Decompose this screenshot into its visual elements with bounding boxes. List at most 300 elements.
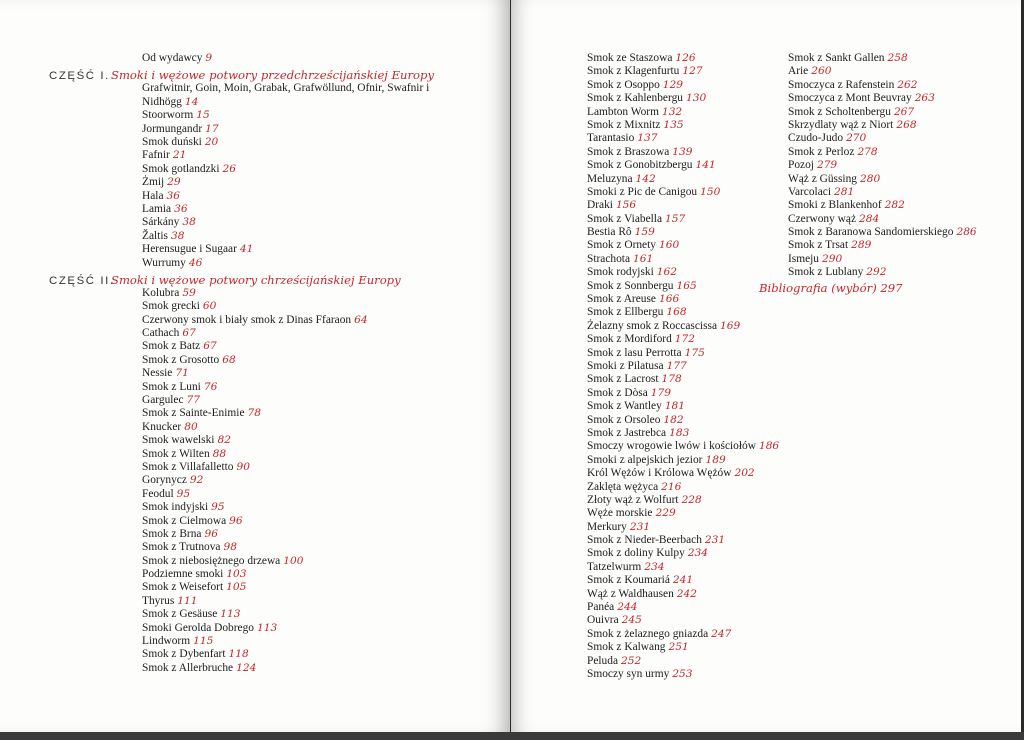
entry-title: Ismeju xyxy=(788,252,820,265)
entry-page: 186 xyxy=(758,440,780,453)
entry-page: 96 xyxy=(204,527,218,540)
entry-title: Smok z żelaznego gniazda xyxy=(587,627,709,640)
entry-title: Smok z Ornety xyxy=(587,239,656,252)
entry-page: 88 xyxy=(212,447,227,460)
entry-page: 9 xyxy=(205,52,213,64)
entry-title: Smok z Weisefort xyxy=(142,581,224,594)
entry-title: Smok z Viabella xyxy=(587,212,663,225)
entry-page: 159 xyxy=(634,226,655,239)
entry-title: Czerwony smok i biały smok z Dinas Ffaraon xyxy=(142,313,352,326)
toc-entry xyxy=(142,257,527,270)
entry-title: Hala xyxy=(142,189,164,202)
toc-entry xyxy=(587,547,779,560)
toc-entry xyxy=(587,173,779,186)
entry-title: Smok z Trsat xyxy=(788,239,849,252)
entry-title: Od wydawcy xyxy=(142,52,203,64)
toc-entry xyxy=(142,381,527,394)
toc-entry xyxy=(142,581,527,594)
entry-title: Ouivra xyxy=(587,614,619,627)
entry-page: 38 xyxy=(182,216,196,229)
entry-page: 21 xyxy=(172,149,187,162)
entry-title: Merkury xyxy=(587,520,627,533)
entry-title: Gorynycz xyxy=(142,474,187,487)
entry-page: 253 xyxy=(672,667,693,680)
entry-page: 68 xyxy=(222,353,236,366)
entry-title: Smok z Trutnova xyxy=(142,541,221,554)
entry-title: Smoczyca z Mont Beuvray xyxy=(788,92,912,105)
toc-entry xyxy=(587,146,779,159)
toc-entry xyxy=(587,655,779,668)
part-1-title: Smoki i wężowe potwory przedchrześcijańskiej Europy xyxy=(111,68,435,83)
entry-page: 124 xyxy=(236,661,257,674)
toc-entry xyxy=(142,541,527,554)
part-2-title: Smoki i wężowe potwory chrześcijańskiej Europy xyxy=(111,272,401,287)
entry-title: Smok gotlandzki xyxy=(142,162,220,175)
entry-title: Herensugue i Sugaar xyxy=(142,243,237,256)
toc-entry xyxy=(788,132,977,145)
toc-entry xyxy=(142,354,527,367)
toc-entry xyxy=(587,641,779,654)
entry-page: 183 xyxy=(669,426,690,439)
toc-entry xyxy=(587,414,779,427)
toc-entry xyxy=(142,314,527,327)
toc-entry xyxy=(142,327,527,340)
entry-page: 178 xyxy=(661,373,682,386)
entry-title: Kolubra xyxy=(142,286,180,299)
toc-entry xyxy=(142,555,527,568)
toc-entry xyxy=(142,123,527,136)
entry-page: 247 xyxy=(711,627,732,640)
toc-entry xyxy=(587,239,779,252)
entry-title: Smok z Sonnbergu xyxy=(587,279,674,292)
entry-page: 263 xyxy=(914,92,935,105)
entry-page: 105 xyxy=(226,581,247,594)
toc-entry xyxy=(587,373,779,386)
entry-page: 29 xyxy=(167,176,181,189)
entry-title: Smok z Osoppo xyxy=(587,78,660,91)
entry-title: Smok z Klagenfurtu xyxy=(587,65,680,78)
entry-title: Smok z Dòsa xyxy=(587,386,648,399)
entry-title: Žaltis xyxy=(142,229,168,242)
part-1-label: CZĘŚĆ I. xyxy=(49,70,110,83)
entry-title: Czudo-Judo xyxy=(788,132,844,145)
entry-page: 113 xyxy=(257,621,278,634)
entry-page: 60 xyxy=(202,300,217,313)
toc-entry xyxy=(587,467,779,480)
toc-entry xyxy=(788,65,977,78)
entry-title: Smok z Orsoleo xyxy=(587,413,661,426)
entry-page: 161 xyxy=(633,252,654,265)
entry-title: Podziemne smoki xyxy=(142,568,224,581)
entry-page: 177 xyxy=(666,359,687,372)
toc-entry xyxy=(142,190,527,203)
toc-entry xyxy=(788,199,977,212)
entry-title: Wąż z Güssing xyxy=(788,172,857,185)
entry-title: Smoki z Pilatusa xyxy=(587,359,664,372)
entry-page: 137 xyxy=(637,132,658,145)
entry-title: Smok z Lacrost xyxy=(587,373,659,386)
entry-page: 95 xyxy=(211,501,225,514)
entry-page: 234 xyxy=(644,560,665,573)
entry-page: 59 xyxy=(182,286,196,299)
entry-page: 20 xyxy=(204,135,219,148)
entry-title: Smok z Sankt Gallen xyxy=(788,52,885,64)
toc-entry xyxy=(142,340,527,353)
entry-page: 279 xyxy=(816,159,838,172)
toc-entry xyxy=(142,648,527,661)
entry-page: 165 xyxy=(676,279,697,292)
entry-page: 126 xyxy=(675,52,696,64)
entry-page: 286 xyxy=(956,226,977,239)
entry-page: 166 xyxy=(658,293,680,306)
entry-title: Smok z Baranowa Sandomierskiego xyxy=(788,226,954,239)
toc-entry xyxy=(587,226,779,239)
entry-title: Smok z Ellbergu xyxy=(587,306,664,319)
entry-page: 179 xyxy=(650,386,671,399)
toc-entry xyxy=(788,173,977,186)
entry-page: 234 xyxy=(687,547,709,560)
toc-entry xyxy=(587,333,779,346)
entry-title: Lambton Worm xyxy=(587,105,659,118)
entry-page: 251 xyxy=(668,641,689,654)
entry-page: 252 xyxy=(621,654,642,667)
entry-page: 162 xyxy=(656,266,678,279)
toc-entry xyxy=(788,186,977,199)
toc-entry xyxy=(587,601,779,614)
entry-page: 260 xyxy=(811,65,832,78)
entry-title: Smok duński xyxy=(142,135,202,148)
left-page xyxy=(0,0,510,732)
entry-title: Węże morskie xyxy=(587,507,653,520)
entry-page: 292 xyxy=(866,266,887,279)
part-2-heading xyxy=(49,270,434,287)
entry-page: 92 xyxy=(189,474,204,487)
entry-title: Tatzelwurm xyxy=(587,560,642,573)
entry-page: 280 xyxy=(859,172,881,185)
entry-page: 270 xyxy=(846,132,867,145)
entry-page: 157 xyxy=(665,212,686,225)
toc-entry xyxy=(788,226,977,239)
entry-title: Thyrus xyxy=(142,594,175,607)
toc-entry xyxy=(587,132,779,145)
toc-entry xyxy=(142,163,527,176)
toc-entry xyxy=(788,253,977,266)
entry-page: 281 xyxy=(834,185,855,198)
toc-entry xyxy=(142,488,527,501)
right-toc-column-2 xyxy=(759,52,977,297)
toc-entry xyxy=(142,136,527,149)
entry-title: Smok z Dybenfart xyxy=(142,648,226,661)
entry-page: 14 xyxy=(184,95,199,108)
toc-entry xyxy=(587,427,779,440)
right-col-2-entries xyxy=(788,52,977,280)
entry-title: Smoki z alpejskich jezior xyxy=(587,453,703,466)
entry-title: Smok z Brna xyxy=(142,527,202,540)
entry-title: Wurrumy xyxy=(142,256,186,269)
toc-entry xyxy=(587,106,779,119)
toc-entry xyxy=(788,266,977,279)
entry-title: Cathach xyxy=(142,327,180,340)
entry-page: 36 xyxy=(174,202,188,215)
entry-page: 175 xyxy=(684,346,705,359)
entry-page: 284 xyxy=(859,212,880,225)
toc-entry xyxy=(142,216,527,229)
toc-entry xyxy=(142,109,527,122)
entry-page: 241 xyxy=(672,574,694,587)
toc-entry xyxy=(142,461,527,474)
entry-title: Smok z Grosotto xyxy=(142,353,220,366)
entry-page: 245 xyxy=(621,614,642,627)
toc-entry xyxy=(587,494,779,507)
entry-page: 150 xyxy=(700,185,721,198)
toc-entry xyxy=(587,588,779,601)
entry-page: 41 xyxy=(239,243,254,256)
entry-page: 258 xyxy=(887,52,908,64)
toc-entry xyxy=(142,367,527,380)
entry-title: Nessie xyxy=(142,367,173,380)
entry-page: 15 xyxy=(196,109,210,122)
entry-title: Smok grecki xyxy=(142,300,200,313)
entry-page: 67 xyxy=(203,340,217,353)
entry-title: Smok rodyjski xyxy=(587,266,654,279)
entry-page: 132 xyxy=(661,105,683,118)
entry-page: 36 xyxy=(166,189,180,202)
entry-title: Arie xyxy=(788,65,809,78)
entry-title: Smok indyjski xyxy=(142,501,209,514)
entry-title: Król Wężów i Królowa Wężów xyxy=(587,467,732,480)
entry-page: 96 xyxy=(229,514,243,527)
toc-entry xyxy=(142,203,527,216)
toc-entry xyxy=(142,394,527,407)
entry-page: 17 xyxy=(205,122,219,135)
page-bottom-edge xyxy=(0,732,1024,740)
entry-page: 141 xyxy=(695,159,716,172)
toc-entry xyxy=(788,106,977,119)
entry-page: 64 xyxy=(354,313,368,326)
toc-entry xyxy=(142,568,527,581)
entry-title: Strachota xyxy=(587,252,631,265)
toc-entry xyxy=(788,92,977,105)
entry-page: 181 xyxy=(664,400,686,413)
entry-title: Smok z Cielmowa xyxy=(142,514,227,527)
entry-title: Smoki z Pic de Canigou xyxy=(587,185,698,198)
entry-title: Smok z Villafalletto xyxy=(142,460,234,473)
entry-title: Smok z Braszowa xyxy=(587,145,670,158)
entry-title: Bestia Rô xyxy=(587,226,632,239)
entry-title: Fafnir xyxy=(142,149,170,162)
right-page xyxy=(511,0,1021,732)
toc-entry xyxy=(587,79,779,92)
toc-entry xyxy=(587,628,779,641)
entry-title: Smok z Areuse xyxy=(587,293,656,306)
entry-title: Smok z Gonobitzbergu xyxy=(587,159,693,172)
entry-title: Smok z Wantley xyxy=(587,400,662,413)
toc-entry xyxy=(587,320,779,333)
toc-entry xyxy=(587,119,779,132)
entry-page: 100 xyxy=(283,554,304,567)
toc-entry xyxy=(788,213,977,226)
toc-entry xyxy=(587,266,779,279)
entry-title: Peluda xyxy=(587,654,619,667)
entry-title: Żmij xyxy=(142,176,165,189)
toc-entry xyxy=(587,521,779,534)
entry-title: Sárkány xyxy=(142,216,180,229)
entry-title: Jormungandr xyxy=(142,122,203,135)
toc-entry xyxy=(587,92,779,105)
toc-entry-intro xyxy=(142,52,527,65)
toc-entry xyxy=(587,614,779,627)
entry-page: 268 xyxy=(896,118,917,131)
entry-page: 202 xyxy=(734,467,755,480)
toc-entry xyxy=(587,507,779,520)
toc-entry xyxy=(142,82,442,109)
toc-entry xyxy=(587,668,779,681)
toc-entry xyxy=(788,239,977,252)
entry-title: Skrzydlaty wąż z Niort xyxy=(788,118,894,131)
entry-page: 67 xyxy=(182,327,196,340)
entry-title: Smok z Jastrebca xyxy=(587,426,667,439)
toc-entry xyxy=(788,52,977,65)
entry-title: Smoczy syn urmy xyxy=(587,667,670,680)
entry-title: Smok z Wilten xyxy=(142,447,210,460)
entry-page: 142 xyxy=(635,172,656,185)
entry-page: 129 xyxy=(662,78,684,91)
entry-page: 115 xyxy=(193,635,214,648)
entry-title: Smok z Lublany xyxy=(788,266,864,279)
entry-page: 216 xyxy=(661,480,682,493)
entry-title: Gargulec xyxy=(142,394,184,407)
entry-title: Wąż z Waldhausen xyxy=(587,587,674,600)
toc-entry xyxy=(587,347,779,360)
toc-entry xyxy=(142,448,527,461)
entry-title: Smok z Batz xyxy=(142,340,201,353)
entry-title: Smok z Sainte-Enimie xyxy=(142,407,245,420)
entry-page: 156 xyxy=(615,199,637,212)
toc-entry xyxy=(587,306,779,319)
toc-entry xyxy=(142,515,527,528)
entry-title: Smok z lasu Perrotta xyxy=(587,346,682,359)
entry-page: 278 xyxy=(857,145,878,158)
toc-entry xyxy=(142,287,527,300)
toc-entry xyxy=(587,481,779,494)
toc-entry xyxy=(142,662,527,675)
entry-title: Meluzyna xyxy=(587,172,633,185)
part-1-entries xyxy=(142,82,527,270)
entry-title: Smok ze Staszowa xyxy=(587,52,673,64)
entry-title: Smok z Mixnitz xyxy=(587,118,661,131)
toc-entry xyxy=(142,421,527,434)
entry-page: 71 xyxy=(175,367,189,380)
entry-page: 26 xyxy=(222,162,236,175)
toc-entry xyxy=(142,243,527,256)
entry-title: Smok z Scholtenbergu xyxy=(788,105,891,118)
entry-page: 80 xyxy=(184,420,198,433)
entry-page: 168 xyxy=(666,306,687,319)
entry-title: Zaklęta wężyca xyxy=(587,480,659,493)
entry-title: Smok wawelski xyxy=(142,434,215,447)
toc-entry xyxy=(142,474,527,487)
entry-title: Grafwitnir, Goin, Moin, Grabak, Grafwöllund, Ofnir, Swafnir i Nidhögg xyxy=(142,82,430,108)
toc-entry xyxy=(587,280,779,293)
toc-entry xyxy=(788,79,977,92)
entry-title: Stoorworm xyxy=(142,109,194,122)
entry-page: 103 xyxy=(226,568,247,581)
entry-title: Smok z doliny Kulpy xyxy=(587,547,685,560)
entry-title: Smok z Perloz xyxy=(788,145,855,158)
entry-page: 38 xyxy=(170,229,185,242)
entry-title: Złoty wąż z Wolfurt xyxy=(587,493,679,506)
entry-page: 135 xyxy=(663,118,684,131)
entry-page: 139 xyxy=(672,145,693,158)
toc-entry xyxy=(587,293,779,306)
toc-entry xyxy=(587,534,779,547)
entry-page: 182 xyxy=(663,413,684,426)
entry-page: 242 xyxy=(676,587,698,600)
toc-entry xyxy=(587,253,779,266)
toc-entry xyxy=(142,622,527,635)
entry-title: Lindworm xyxy=(142,635,191,648)
entry-page: 228 xyxy=(681,493,702,506)
toc-entry xyxy=(587,387,779,400)
entry-page: 289 xyxy=(851,239,872,252)
toc-entry xyxy=(587,400,779,413)
toc-entry xyxy=(142,434,527,447)
entry-title: Smok z Mordiford xyxy=(587,333,672,346)
entry-page: 229 xyxy=(655,507,676,520)
entry-title: Smoczyca z Rafenstein xyxy=(788,78,895,91)
entry-title: Knucker xyxy=(142,420,182,433)
entry-page: 118 xyxy=(228,648,249,661)
entry-page: 244 xyxy=(617,601,638,614)
entry-title: Smok z Allerbruche xyxy=(142,661,234,674)
entry-page: 82 xyxy=(217,434,231,447)
entry-title: Draki xyxy=(587,199,613,212)
toc-entry xyxy=(142,230,527,243)
entry-title: Panéa xyxy=(587,601,615,614)
entry-page: 113 xyxy=(220,608,241,621)
toc-entry xyxy=(142,407,527,420)
toc-entry xyxy=(788,146,977,159)
entry-page: 282 xyxy=(884,199,905,212)
entry-page: 98 xyxy=(223,541,237,554)
entry-title: Smok z Kalwang xyxy=(587,641,666,654)
entry-title: Feodul xyxy=(142,487,174,500)
entry-title: Smok z Gesäuse xyxy=(142,608,218,621)
right-toc-column-1 xyxy=(587,52,779,681)
entry-title: Smok z Luni xyxy=(142,380,201,393)
toc-entry xyxy=(142,635,527,648)
entry-page: 127 xyxy=(682,65,703,78)
part-1-heading xyxy=(49,65,434,82)
bibliography-entry: Bibliografia (wybór) 297 xyxy=(759,280,903,295)
entry-title: Smok z Kahlenbergu xyxy=(587,92,683,105)
entry-page: 231 xyxy=(704,534,726,547)
entry-title: Smoczy wrogowie lwów i kościołów xyxy=(587,440,756,453)
toc-entry xyxy=(587,454,779,467)
entry-page: 90 xyxy=(236,460,250,473)
entry-page: 189 xyxy=(705,453,726,466)
toc-entry xyxy=(142,300,527,313)
toc-entry xyxy=(587,199,779,212)
part-2-label: CZĘŚĆ II. xyxy=(49,274,115,287)
entry-page: 262 xyxy=(897,78,918,91)
left-toc-column xyxy=(49,52,527,675)
entry-title: Smok z Nieder-Beerbach xyxy=(587,534,702,547)
toc-entry xyxy=(142,501,527,514)
entry-title: Pozoj xyxy=(788,159,814,172)
entry-title: Lamia xyxy=(142,202,172,215)
entry-title: Smok z niebosiężnego drzewa xyxy=(142,554,281,567)
